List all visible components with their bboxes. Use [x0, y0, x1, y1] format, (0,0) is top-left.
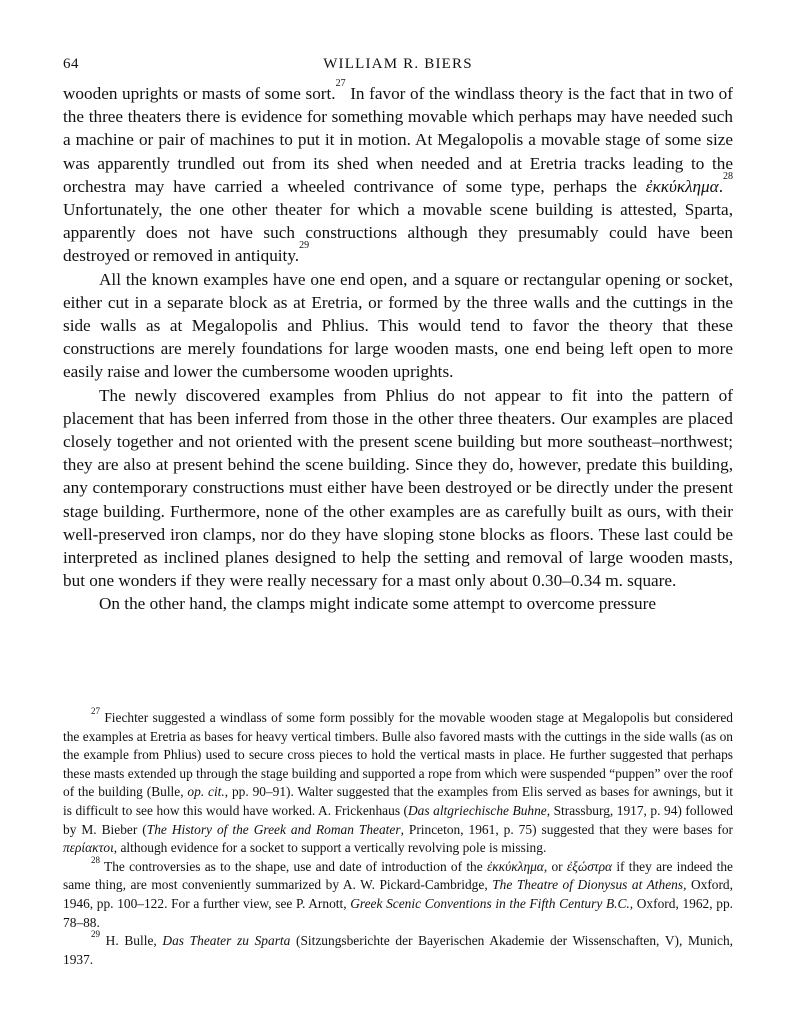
footnote-29: [63, 928, 733, 969]
text-span: wooden uprights or masts of some sort.: [63, 84, 336, 103]
text-span: H. Bulle,: [100, 933, 163, 949]
paragraph-2: All the known examples have one end open, and a square or rectangular opening or socket, either cut in a separate block as at Eretria, or formed by the three walls and the cuttings in the side walls as at Megalopolis and Phlius. This would tend to favor the theory that these constructions are merely foundations for large wooden masts, one end being left open to more easily raise and lower the cumbersome wooden uprights.: [63, 269, 733, 382]
text-span: , Princeton, 1961, p. 75) suggested that they were bases for: [400, 821, 734, 837]
main-text: [63, 78, 733, 616]
book-title: Das Theater zu Sparta: [162, 933, 291, 949]
running-header: [63, 56, 733, 82]
paragraph-4: On the other hand, the clamps might indicate some attempt to overcome pressure: [99, 594, 656, 614]
italic-text: op. cit.: [187, 784, 225, 800]
footnotes: [63, 705, 734, 969]
greek-term: ἐξώστρα: [566, 858, 613, 874]
text-span: (Sitzungsberichte der Bayerischen Akademie der Wissenschaften, V), Munich, 1937.: [63, 933, 733, 967]
book-title: Das altgriechische Buhne: [408, 802, 547, 818]
running-head-author: WILLIAM R. BIERS: [323, 56, 473, 72]
text-span: , Strassburg, 1917, p. 94) followed by M. Bieber (: [63, 802, 733, 837]
greek-term: ἐκκύκλημα: [486, 858, 544, 874]
text-span: The controversies as to the shape, use and date of introduction of the: [100, 858, 487, 874]
text-span: Fiechter suggested a windlass of some form possibly for the movable wooden stage at Megalopolis but considered the examples at Eretria as bases for heavy vertical timbers. Bulle also favored masts with the cuttings in the side walls (as on the example from Phlius) used to secure cross pieces to hold the vertical masts in place. He further suggested that perhaps these masts extended up through the stage building and supported a rope from which were suspended “puppen” over the roof of the building (Bulle,: [63, 710, 733, 800]
text-span: .: [718, 176, 723, 196]
paragraph-3: The newly discovered examples from Phlius do not appear to fit into the pattern of placement that has been inferred from those in the other three theaters. Our examples are placed closely together and not oriented with the present scene building but more southeast–northwest; they are also at present behind the scene building. Since they do, however, predate this building, any contemporary constructions must either have been destroyed or be directly under the present stage building. Furthermore, none of the other examples are as carefully built as ours, with their well-preserved iron clamps, nor do they have sloping stone blocks as floors. These last could be interpreted as inclined planes designed to help the setting and removal of large wooden masts, but one wonders if they were really necessary for a mast only about 0.30–0.34 m. square.: [63, 385, 733, 591]
footnote-ref-28: 28: [723, 170, 733, 182]
text-span: , Oxford, 1962, pp. 78–88.: [63, 895, 733, 930]
book-title: Greek Scenic Conventions in the Fifth Century B.C.: [350, 895, 630, 911]
footnote-27: [63, 705, 734, 858]
footnote-28: [63, 854, 733, 932]
greek-term: περίακτοι: [63, 840, 114, 856]
text-span: , Oxford, 1946, pp. 100–122. For a further view, see P. Arnott,: [63, 877, 733, 911]
book-title: The Theatre of Dionysus at Athens: [492, 877, 684, 893]
text-span: Unfortunately, the one other theater for which a movable scene building is attested, Sparta, apparently does not have such constructions although they presumably could have been destroyed or removed in antiquity.: [63, 200, 733, 266]
book-title: The History of the Greek and Roman Theater: [146, 821, 401, 837]
footnote-ref-27: 27: [335, 78, 346, 89]
text-span: , pp. 90–91). Walter suggested that the examples from Elis served as bases for awnings, but it is difficult to see how this would have worked. A. Frickenhaus (: [63, 784, 733, 818]
paragraph-1: [63, 78, 733, 268]
text-span: if they are indeed the same thing, are most conveniently summarized by A. W. Pickard-Cambridge,: [63, 858, 733, 893]
text-span: , although evidence for a socket to support a vertically revolving pole is missing.: [113, 840, 547, 856]
text-span: , or: [543, 858, 567, 874]
footnote-number: 28: [91, 854, 100, 865]
page-number: 64: [63, 56, 79, 72]
text-span: In favor of the windlass theory is the fact that in two of the three theaters there is evidence for something movable which perhaps may have needed such a machine or pair of machines to put it in motion. At Megalopolis a movable stage of some size was apparently trundled out from its shed when needed and at Eretria tracks leading to the orchestra may have carried a wheeled contrivance of some type, perhaps the: [63, 84, 733, 196]
greek-term: ἐκκύκλημα: [645, 176, 719, 196]
footnote-number: 29: [91, 928, 100, 939]
page-content: [63, 56, 733, 616]
footnote-ref-29: 29: [299, 240, 310, 252]
footnote-number: 27: [91, 705, 100, 716]
